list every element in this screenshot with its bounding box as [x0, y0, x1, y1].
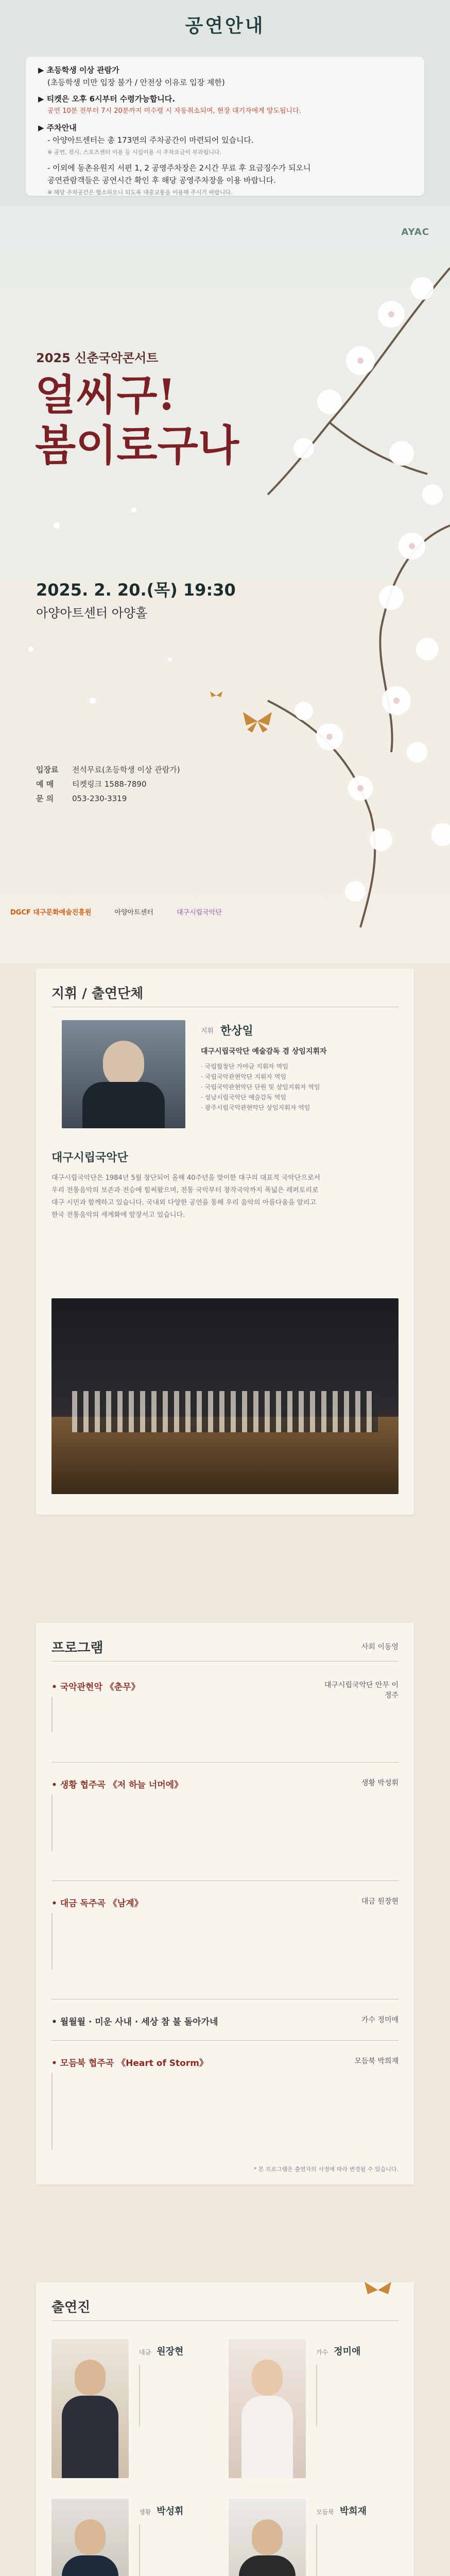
conductor-photo — [62, 1020, 185, 1128]
orchestra-photo — [51, 1298, 399, 1494]
sponsor-logo: DGCF 대구문화예술진흥원 — [10, 909, 92, 917]
performers-heading: 지휘 / 출연단체 — [51, 986, 144, 1002]
program-heading: 프로그램 — [51, 1640, 103, 1656]
cast-photo — [229, 2339, 306, 2478]
butterfly-icon — [357, 2277, 399, 2303]
notice-line: (초등학생 미만 입장 불가 / 안전상 이유로 입장 제한) — [47, 78, 225, 87]
cast-photo — [51, 2499, 129, 2576]
cast-panel — [36, 2282, 414, 2576]
conductor-title: 대구시립국악단 예술감독 겸 상임지휘자 — [201, 1047, 327, 1056]
notice-line: ※ 해당 주차공간은 협소하오니 되도록 대중교통을 이용해 주시기 바랍니다. — [47, 189, 233, 196]
cast-role: 대금 — [139, 2349, 151, 2356]
info-row: 예 매 티켓링크 1588-7890 — [36, 779, 147, 789]
program-item-role: 대금 원장현 — [361, 1897, 399, 1906]
conductor-name: 한상일 — [220, 1025, 253, 1038]
sponsor-logo: 대구시립국악단 — [176, 909, 222, 917]
cast-name: 박희재 — [339, 2506, 367, 2517]
notice-line: ▶ 주차안내 — [38, 123, 77, 132]
notice-line: - 이외에 동촌유원지 서편 1, 2 공영주차장은 2시간 무료 후 요금징수가 되오니 — [47, 163, 311, 173]
cast-card — [51, 2339, 221, 2483]
cast-photo — [51, 2339, 129, 2478]
program-item-role: 생황 박성휘 — [361, 1779, 399, 1787]
conductor-bio: · 국립합창단 가야금 지휘자 역임 · 국립국악관현악단 지휘자 역임 · 국립국악관현악단 단원 및 상임지휘자 역임 · 성남시립국악단 예술감독 역임 · 광주시립국악관현악단 상임지휘자 역임 — [201, 1063, 320, 1111]
program-item — [51, 2056, 399, 2150]
cast-photo — [229, 2499, 306, 2576]
cast-card — [229, 2499, 399, 2576]
program-item-title: • 월월월 · 미운 사내 · 세상 참 불 돌아가네 — [51, 2017, 218, 2027]
group-description: 대구시립국악단은 1984년 5월 창단되어 올해 40주년을 맞이한 대구의 대표적 국악단으로서 우리 전통음악의 보존과 전승에 힘써왔으며, 전통 국악부터 창작국악까지 폭넓은 레퍼토리로 대구 시민과 함께하고 있습니다. 국내외 다양한 공연을 통해 우리 음악의 아름다움을 알리고 한국 전통음악의 세계화에 앞장서고 있습니다. — [51, 1174, 321, 1219]
program-item-title: • 모듬북 협주곡 《Heart of Storm》 — [51, 2058, 208, 2069]
program-item-title: • 대금 독주곡 《남계》 — [51, 1899, 143, 1909]
program-item-title: • 국악관현악 《춘무》 — [51, 1682, 140, 1692]
notice-section — [0, 0, 450, 206]
performers-panel — [36, 969, 414, 1515]
notice-title: 공연안내 — [185, 15, 265, 37]
program-item — [51, 1777, 399, 1851]
cast-heading: 출연진 — [51, 2300, 91, 2315]
hero-date: 2025. 2. 20.(목) 19:30 — [36, 580, 236, 600]
program-host: 사회 이동영 — [361, 1643, 399, 1651]
notice-box — [26, 57, 424, 196]
hero-venue: 아양아트센터 아양홀 — [36, 606, 148, 620]
program-item — [51, 1680, 399, 1733]
hero-title-line1: 얼씨구! — [35, 370, 176, 420]
program-footnote: * 본 프로그램은 출연자의 사정에 따라 변경될 수 있습니다. — [253, 2166, 399, 2173]
info-row: 문 의 053-230-3319 — [36, 794, 127, 803]
notice-line: ※ 공연, 전시, 스포츠센터 이용 등 시설이용 시 주차요금이 부과됩니다. — [47, 149, 222, 156]
sponsor-logo: 아양아트센터 — [114, 909, 153, 917]
hero-subtitle: 2025 신춘국악콘서트 — [36, 351, 159, 365]
notice-line: 공연 10분 전부터 7시 20분까지 미수령 시 자동취소되며, 현장 대기자에게 양도됩니다. — [47, 107, 301, 115]
notice-line: 공연관람객들은 공연시간 확인 후 해당 공영주차장을 이용 바랍니다. — [47, 176, 276, 185]
program-item — [51, 1896, 399, 1970]
hero-info — [36, 762, 180, 806]
butterfly-icon — [243, 712, 272, 733]
notice-line: - 아양아트센터는 총 173면의 주차공간이 마련되어 있습니다. — [47, 135, 254, 145]
cast-role: 모듬북 — [316, 2509, 334, 2516]
notice-line: ▶ 티켓은 오후 6시부터 수령가능합니다. — [38, 94, 175, 104]
cast-role: 생황 — [139, 2509, 151, 2516]
sponsor-logos — [10, 907, 222, 938]
program-item-role: 대구시립국악단 안무 이정주 — [324, 1681, 399, 1700]
conductor-role: 지휘 — [201, 1027, 214, 1035]
notice-line: ▶ 초등학생 이상 관람가 — [38, 65, 119, 75]
cast-role: 가수 — [316, 2349, 328, 2356]
hero-poster — [0, 206, 450, 963]
group-name: 대구시립국악단 — [51, 1151, 128, 1164]
program-item-role: 가수 정미애 — [361, 2016, 399, 2024]
hero-title-line2: 봄이로구나 — [35, 421, 239, 470]
logo: AYAC — [401, 227, 429, 238]
program-panel — [36, 1623, 414, 2184]
cast-card — [229, 2339, 399, 2483]
program-item-role: 모듬북 박희재 — [354, 2057, 399, 2065]
program-item-title: • 생황 협주곡 《저 하늘 너머에》 — [51, 1780, 183, 1790]
cast-card — [51, 2499, 221, 2576]
program-item — [51, 2014, 399, 2027]
cast-name: 원장현 — [157, 2346, 184, 2357]
cast-name: 정미애 — [334, 2346, 361, 2357]
hero-title — [35, 370, 239, 471]
cast-name: 박성휘 — [157, 2506, 184, 2517]
info-row: 입장료 전석무료(초등학생 이상 관람가) — [36, 765, 180, 774]
